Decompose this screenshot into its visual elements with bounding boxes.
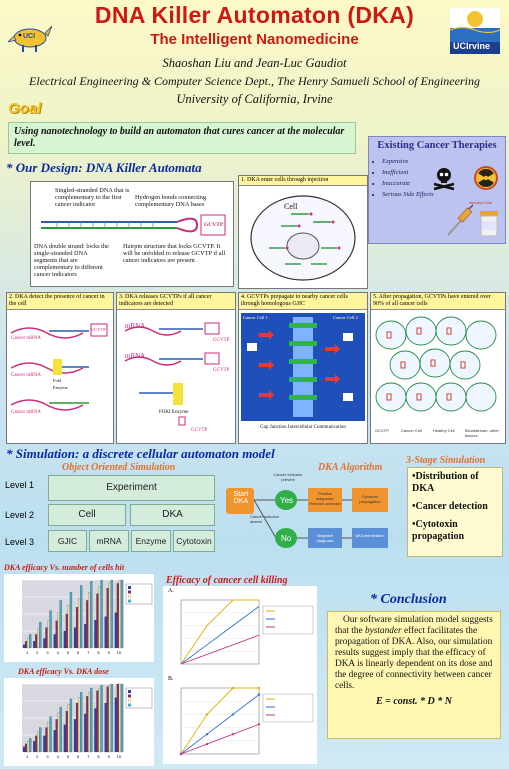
legend-swatch — [128, 704, 131, 707]
bar — [33, 641, 35, 648]
therapy-item: • Expensive — [382, 156, 505, 167]
gcvtp-label: GCVTP — [204, 222, 224, 228]
hb-label: Hydrogen bonds connecting complementary DNA bases — [135, 194, 206, 208]
bar — [121, 580, 123, 648]
step5-title: 5. After propagation, GCVTPs have entered over 90% of all cancer cells — [371, 293, 505, 310]
bar — [84, 624, 86, 648]
oo-sim-title: Object Oriented Simulation — [62, 462, 176, 473]
mrna-label: mRNA — [125, 322, 146, 330]
conclusion-box — [327, 611, 501, 739]
bar — [66, 614, 68, 648]
bar — [35, 736, 37, 752]
step3-diagram — [119, 313, 233, 438]
tick-label: 7 — [87, 650, 90, 655]
step3-panel — [116, 292, 236, 444]
plot-frame — [181, 600, 259, 664]
conclusion-heading: * Conclusion — [370, 592, 447, 607]
gjic-diagram — [241, 313, 365, 421]
radiation-icon — [473, 165, 499, 196]
data-point — [206, 713, 208, 715]
cancer-cell-1-label: Cancer Cell 1 — [243, 315, 268, 320]
bar — [39, 728, 41, 752]
bar — [96, 594, 98, 648]
tick-label: 4 — [56, 650, 59, 655]
mrna-label: mRNA — [125, 352, 146, 360]
bar — [84, 714, 86, 752]
tick-label: 9 — [107, 754, 110, 759]
efficacy-vs-dose-chart — [4, 678, 154, 766]
chart1-title: DKA efficacy Vs. number of cells hit — [4, 563, 125, 572]
data-point — [180, 753, 182, 755]
dka-termination-label: DKA termination — [355, 533, 385, 538]
bar — [56, 719, 58, 752]
bar — [23, 747, 25, 752]
uci-anteater-logo — [8, 16, 52, 56]
cytotoxin-box: Cytotoxin — [173, 530, 215, 552]
bar — [27, 741, 29, 752]
dka-box: DKA — [130, 504, 215, 526]
stage-detection: •Cancer detection — [412, 501, 488, 512]
stage-propagation: •Cytotoxin propagation — [412, 519, 465, 542]
level-2-label: Level 2 — [5, 510, 35, 520]
ucirvine-logo — [450, 8, 500, 54]
data-point — [232, 687, 234, 689]
gcvtp-label: GCVTP — [191, 428, 208, 433]
authors: Shaoshan Liu and Jean-Luc Gaudiot — [162, 56, 347, 70]
tick-label: 2 — [36, 754, 39, 759]
bar — [96, 691, 98, 752]
bar — [121, 684, 123, 752]
tick-label: 8 — [97, 754, 100, 759]
bar — [56, 621, 58, 648]
bar — [74, 719, 76, 752]
ucirvine-logo-text: UCIrvine — [453, 41, 491, 51]
bar — [68, 704, 70, 752]
legend-cancer-cell: Cancer Cell — [401, 428, 422, 433]
bar — [68, 605, 70, 648]
legend-gcvtp: GCVTP — [375, 428, 389, 433]
gcvtp-label: GCVTP — [91, 327, 106, 332]
bar — [45, 728, 47, 752]
bar — [48, 722, 50, 752]
tick-label: 4 — [56, 754, 59, 759]
bar — [99, 587, 101, 648]
bar — [58, 613, 60, 648]
bar — [86, 696, 88, 752]
data-point — [258, 687, 260, 689]
bar — [88, 692, 90, 752]
efficacy-vs-cells-chart — [4, 574, 154, 662]
goal-label: Goal — [8, 100, 42, 117]
dna-structure-panel — [30, 181, 234, 287]
legend-swatch — [128, 690, 131, 693]
existing-therapies-box — [368, 136, 506, 244]
experiment-box: Experiment — [48, 475, 215, 501]
gjic-box: GJIC — [48, 530, 87, 552]
tick-label: 10 — [116, 650, 122, 655]
gcvtp-label: GCVTP — [213, 368, 230, 373]
pill-bottle-icon — [477, 209, 501, 244]
therapy-item: • Inefficient — [382, 167, 505, 178]
design-heading: * Our Design: DNA Killer Automata — [6, 160, 202, 175]
bar — [27, 638, 29, 648]
hairpin-label: Hairpin structure that locks GCVTP. It will be unfolded to release GCVTP if all cancer indicators are present — [123, 243, 226, 264]
bar — [109, 583, 111, 648]
bar — [115, 613, 117, 648]
cancer-killing-chart — [163, 586, 317, 764]
legend-other: Bloodstream, other tissues — [465, 428, 499, 438]
indicator-absent-label: Cancer indicator absent — [250, 514, 280, 524]
bar — [107, 588, 109, 648]
bar — [80, 692, 82, 752]
cytotoxin-propagation-label: Cytotoxin propagation — [359, 494, 381, 504]
step2-title: 2. DKA detect the presence of cancer in the cell — [7, 293, 113, 310]
cell-box: Cell — [48, 504, 126, 526]
no-label: No — [281, 534, 292, 543]
step1-title: 1. DKA enter cells through injection — [239, 176, 367, 186]
bar — [60, 600, 62, 648]
university: University of California, Irvine — [176, 92, 333, 106]
legend-swatch — [128, 591, 131, 594]
step2-panel — [6, 292, 114, 444]
bar — [76, 607, 78, 648]
bar — [90, 688, 92, 752]
legend-box — [263, 694, 313, 722]
goal-box: Using nanotechnology to build an automaton that cures cancer at the molecular level. — [8, 122, 356, 154]
therapy-item: • Serious Side Effects — [382, 189, 505, 200]
bar — [25, 641, 27, 648]
step4-title: 4. GCVTPs propagate to nearby cancer cells through homologous GJIC — [239, 293, 367, 310]
simulation-heading: * Simulation: a discrete cellular automaton model — [6, 446, 275, 461]
bar — [107, 687, 109, 752]
bar — [50, 611, 52, 648]
bar — [80, 585, 82, 648]
cell-label: Cell — [284, 202, 298, 211]
stage-distribution: •Distribution of DKA — [412, 471, 479, 494]
bar — [94, 620, 96, 648]
panel-a-label: A. — [168, 588, 174, 594]
bar — [111, 580, 113, 648]
tick-label: 8 — [97, 650, 100, 655]
conclusion-text-2: effect facilitates the propagation of DKA. Also, our simulation results suggest imply that the efficacy of DKA is linearly dependent on its dose and the degree of connectivity between cancer cells. — [335, 626, 493, 691]
bar — [117, 583, 119, 648]
data-point — [232, 713, 234, 715]
bar — [119, 580, 121, 648]
cancer-mrna-label: Cancer mRNA — [11, 410, 41, 415]
bar — [119, 684, 121, 752]
therapies-title: Existing Cancer Therapies — [377, 140, 497, 151]
legend-box — [263, 606, 313, 634]
mrna-box: mRNA — [89, 530, 129, 552]
tick-label: 6 — [76, 650, 80, 655]
tick-label: 9 — [107, 650, 110, 655]
step4-panel — [238, 292, 368, 444]
poster-subtitle: The Intelligent Nanomedicine — [150, 31, 359, 48]
tick-label: 3 — [46, 754, 49, 759]
negative-diagnosis-label: Negative diagnosis — [316, 533, 334, 543]
cancer-mrna-label: Cancer mRNA — [11, 373, 41, 378]
dna-strand-diagram — [37, 212, 229, 240]
bar — [78, 698, 80, 752]
bar — [74, 628, 76, 648]
chart2-title: Efficacy of cancer cell killing — [166, 575, 288, 586]
tick-label: 6 — [76, 754, 80, 759]
bar — [39, 622, 41, 648]
cancer-cell-2-label: Cancer Cell 2 — [333, 315, 358, 320]
bar — [54, 634, 56, 648]
legend-swatch — [128, 695, 131, 698]
indicator-present-label: Cancer indicator present — [273, 472, 303, 482]
bystander-term: bystander — [364, 626, 402, 636]
dka-alg-title: DKA Algorithm — [318, 462, 383, 473]
data-point — [258, 723, 260, 725]
step1-panel — [238, 175, 368, 289]
tick-label: 1 — [25, 650, 29, 655]
ss-dna-label: Singled-stranded DNA that is complementary to the first cancer indicator — [55, 187, 130, 208]
bar — [117, 684, 119, 752]
therapy-item: • Inaccurate — [382, 178, 505, 189]
bar — [70, 699, 72, 752]
bar — [101, 685, 103, 752]
foki-label: FokI Enzyme — [53, 378, 68, 390]
yes-label: Yes — [280, 496, 294, 505]
bar — [29, 634, 31, 648]
level-3-label: Level 3 — [5, 537, 35, 547]
bar — [64, 631, 66, 648]
bar — [33, 741, 35, 752]
bar — [23, 645, 25, 648]
bar — [78, 598, 80, 648]
bar — [43, 736, 45, 752]
bar — [76, 703, 78, 752]
bar — [66, 711, 68, 752]
injection-label: Injection Site — [469, 200, 492, 205]
poster-title: DNA Killer Automaton (DKA) — [94, 2, 415, 28]
bar — [109, 685, 111, 752]
tick-label: 7 — [87, 754, 90, 759]
step3-title: 3. DKA releases GCVTPs if all cancer indicators are detected — [117, 293, 235, 310]
bar — [115, 698, 117, 752]
bar — [94, 708, 96, 752]
cancer-mrna-label: Cancer mRNA — [11, 336, 41, 341]
data-point — [206, 743, 208, 745]
step5-panel — [370, 292, 506, 444]
tick-label: 3 — [46, 650, 49, 655]
positive-diagnosis-label: Positive diagnosis: Release cytotoxin — [309, 491, 341, 506]
foki-label: FOKI Enzyme — [159, 410, 189, 415]
tick-label: 2 — [36, 650, 39, 655]
legend-swatch — [128, 600, 131, 603]
legend-swatch — [128, 699, 131, 702]
bar — [86, 600, 88, 648]
start-dka-label: Start DKA — [233, 491, 249, 505]
tick-label: 10 — [116, 754, 122, 759]
tick-label: 5 — [66, 754, 70, 759]
tick-label: 1 — [25, 754, 29, 759]
gjic-caption: Gap Junction Intercellular Communication — [260, 425, 346, 430]
bar — [29, 738, 31, 752]
bar — [58, 713, 60, 752]
bar — [60, 707, 62, 752]
legend-swatch — [128, 586, 131, 589]
bar — [25, 744, 27, 752]
chart3-title: DKA efficacy Vs. DKA dose — [18, 667, 109, 676]
stage-title: 3-Stage Simulation — [406, 455, 486, 466]
cell-diagram — [247, 192, 359, 284]
legend-swatch — [128, 595, 131, 598]
enzyme-box: Enzyme — [131, 530, 171, 552]
bar — [105, 617, 107, 648]
syringe-icon — [444, 205, 474, 242]
ds-dna-label: DNA double strand: locks the single-stranded DNA segments that are complementary to different cancer indicators — [34, 243, 109, 278]
gcvtp-label: GCVTP — [213, 338, 230, 343]
uci-logo-text: UCI — [23, 33, 36, 40]
bar — [45, 628, 47, 648]
formula: E = const. * D * N — [376, 696, 452, 707]
three-stage-box — [407, 467, 503, 557]
affiliation: Electrical Engineering & Computer Science Dept., The Henry Samueli School of Engineering — [29, 74, 480, 88]
conclusion-text-1: Our software simulation model suggests that the — [335, 615, 493, 636]
bar — [43, 638, 45, 648]
bar — [35, 634, 37, 648]
bar — [105, 703, 107, 752]
propagation-diagram — [373, 313, 503, 423]
skull-icon — [431, 165, 457, 196]
data-point — [206, 733, 208, 735]
data-point — [258, 693, 260, 695]
bar — [54, 730, 56, 752]
bar — [99, 688, 101, 752]
panel-b-label: B. — [168, 676, 174, 682]
plot-frame — [181, 688, 259, 754]
bar — [70, 592, 72, 648]
bar — [64, 725, 66, 752]
bar — [88, 592, 90, 648]
bar — [48, 621, 50, 648]
level-1-label: Level 1 — [5, 480, 35, 490]
bar — [111, 684, 113, 752]
tick-label: 5 — [66, 650, 70, 655]
bar — [90, 581, 92, 648]
bar — [50, 717, 52, 752]
data-point — [232, 733, 234, 735]
bar — [101, 580, 103, 648]
bar — [37, 629, 39, 648]
legend-healthy-cell: Healthy Cell — [433, 428, 455, 433]
bar — [37, 732, 39, 752]
